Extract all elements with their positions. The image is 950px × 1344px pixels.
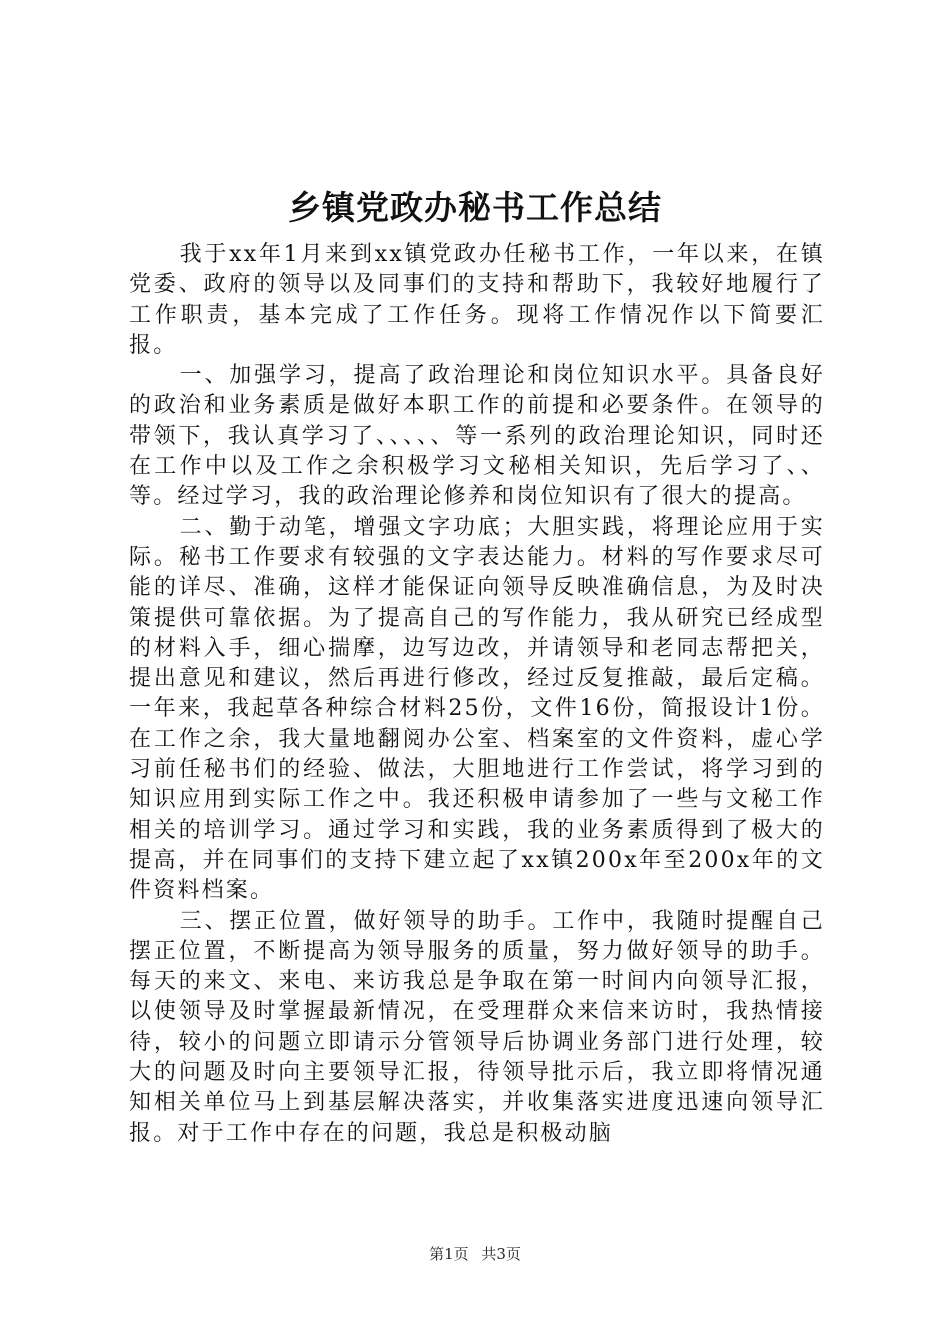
- paragraph-section-1: 一、加强学习，提高了政治理论和岗位知识水平。具备良好的政治和业务素质是做好本职工作的前提和必要条件。在领导的带领下，我认真学习了、、、、、等一系列的政治理论知识，同时还在工作中以及工作之余积极学习文秘相关知识，先后学习了、、等。经过学习，我的政治理论修养和岗位知识有了很大的提高。: [129, 363, 825, 510]
- document-title: 乡镇党政办秘书工作总结: [288, 188, 662, 227]
- document-body: [129, 240, 825, 1149]
- page-footer: [0, 1244, 950, 1264]
- page-number-total: 共3页: [481, 1245, 521, 1263]
- page-number-current: 第1页: [429, 1245, 469, 1263]
- paragraph-section-3: 三、摆正位置，做好领导的助手。工作中，我随时提醒自己摆正位置，不断提高为领导服务的质量，努力做好领导的助手。每天的来文、来电、来访我总是争取在第一时间内向领导汇报，以使领导及时掌握最新情况，在受理群众来信来访时，我热情接待，较小的问题立即请示分管领导后协调业务部门进行处理，较大的问题及时向主要领导汇报，待领导批示后，我立即将情况通知相关单位马上到基层解决落实，并收集落实进度迅速向领导汇报。对于工作中存在的问题，我总是积极动脑: [129, 908, 825, 1146]
- paragraph-intro: 我于xx年1月来到xx镇党政办任秘书工作，一年以来，在镇党委、政府的领导以及同事们的支持和帮助下，我较好地履行了工作职责，基本完成了工作任务。现将工作情况作以下简要汇报。: [129, 242, 825, 358]
- paragraph-section-2: 二、勤于动笔，增强文字功底；大胆实践，将理论应用于实际。秘书工作要求有较强的文字表达能力。材料的写作要求尽可能的详尽、准确，这样才能保证向领导反映准确信息，为及时决策提供可靠依据。为了提高自己的写作能力，我从研究已经成型的材料入手，细心揣摩，边写边改，并请领导和老同志帮把关，提出意见和建议，然后再进行修改，经过反复推敲，最后定稿。一年来，我起草各种综合材料25份，文件16份，简报设计1份。在工作之余，我大量地翻阅办公室、档案室的文件资料，虚心学习前任秘书们的经验、做法，大胆地进行工作尝试，将学习到的知识应用到实际工作之中。我还积极申请参加了一些与文秘工作相关的培训学习。通过学习和实践，我的业务素质得到了极大的提高，并在同事们的支持下建立起了xx镇200x年至200x年的文件资料档案。: [129, 514, 825, 904]
